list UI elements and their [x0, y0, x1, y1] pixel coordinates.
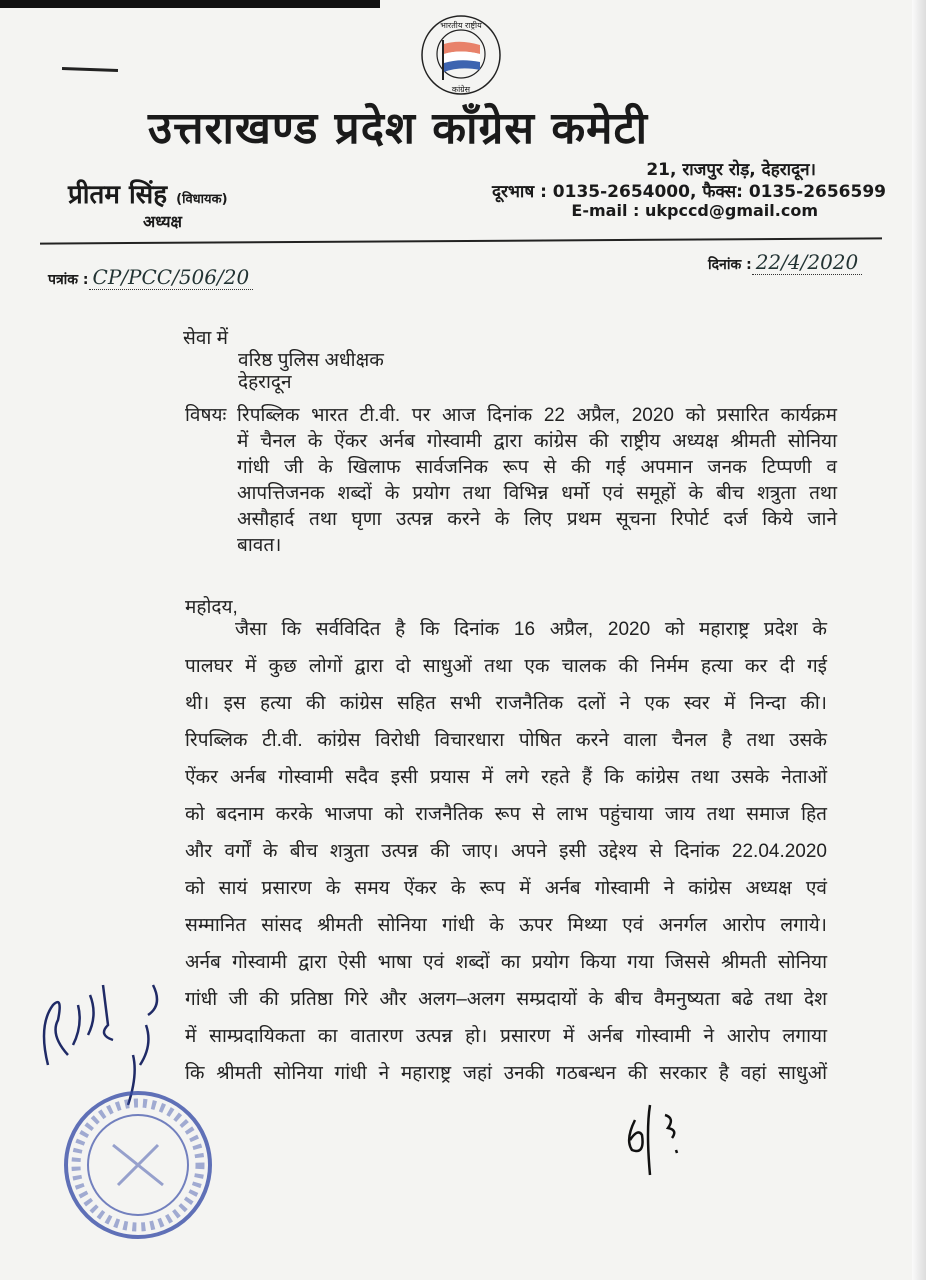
congress-logo: [400, 14, 522, 96]
subject-line: बावत।: [237, 535, 282, 556]
subject-line: गांधी जी के खिलाफ सार्वजनिक रूप से की गई अपमान जनक टिप्पणी व: [237, 457, 837, 478]
police-office-stamp: [58, 1085, 218, 1245]
president-post: अध्यक्ष: [143, 212, 182, 231]
body-line: कि श्रीमती सोनिया गांधी ने महाराष्ट्र जहां उनकी गठबन्धन की सरकार है वहां साधुओं: [185, 1063, 827, 1084]
phone-fax: दूरभाष : 0135-2654000, फैक्स: 0135-2656599: [492, 182, 886, 202]
president-name-block: [68, 175, 228, 211]
salutation: महोदय,: [185, 597, 238, 618]
subject-block: [185, 403, 837, 559]
recipient-line: देहरादून: [238, 372, 292, 393]
organization-title: उत्तराखण्ड प्रदेश काँग्रेस कमेटी: [148, 103, 649, 154]
body-line: गांधी जी की प्रतिष्ठा गिरे और अलग–अलग सम्प्रदायों के बीच वैमनुष्यता बढे तथा देश: [185, 989, 827, 1010]
body-line: को सायं प्रसारण के समय ऐंकर के रूप में अर्नब गोस्वामी ने कांग्रेस अध्यक्ष एवं: [185, 878, 827, 899]
letter-body: [185, 611, 827, 1092]
date-value: 22/4/2020: [752, 250, 863, 275]
reference-number: [48, 265, 253, 289]
subject-label: विषयः: [185, 405, 227, 426]
body-line: को बदनाम करके भाजपा को राजनैतिक रूप से लाभ पहुंचाया जाय तथा समाज हित: [185, 804, 827, 825]
subject-line: में चैनल के ऐंकर अर्नब गोस्वामी द्वारा कांग्रेस की राष्ट्रीय अध्यक्ष श्रीमती सोनिया: [237, 431, 837, 452]
photo-edge: [0, 0, 380, 8]
recipient-block: [183, 328, 384, 394]
logo-text-top: भारतीय राष्ट्रीय: [440, 21, 482, 30]
body-line: अर्नब गोस्वामी द्वारा ऐसी भाषा एवं शब्दों का प्रयोग किया गया जिससे श्रीमती सोनिया: [185, 952, 827, 973]
body-line: सम्मानित सांसद श्रीमती सोनिया गांधी के ऊपर मिथ्या एवं अनर्गल आरोप लगाये।: [185, 915, 827, 936]
subject-line: असौहार्द तथा घृणा उत्पन्न करने के लिए प्रथम सूचना रिपोर्ट दर्ज किये जाने: [237, 509, 837, 530]
header-divider: [40, 237, 882, 244]
recipient-line: वरिष्ठ पुलिस अधीक्षक: [238, 350, 384, 371]
paper-edge: [912, 0, 926, 1280]
pen-mark: [62, 67, 118, 72]
subject-line: रिपब्लिक भारत टी.वी. पर आज दिनांक 22 अप्रैल, 2020 को प्रसारित कार्यक्रम: [237, 405, 837, 426]
subject-line: आपत्तिजनक शब्दों के प्रयोग तथा विभिन्न धर्मो एवं समूहों के बीच शत्रुता तथा: [237, 483, 837, 504]
president-note: (विधायक): [176, 192, 228, 207]
reference-label: पत्रांक :: [48, 272, 89, 288]
date-label: दिनांक :: [708, 257, 752, 273]
address: 21, राजपुर रोड़, देहरादून।: [646, 160, 816, 180]
body-line: जैसा कि सर्वविदित है कि दिनांक 16 अप्रैल, 2020 को महाराष्ट्र प्रदेश के: [235, 619, 827, 640]
body-line: थी। इस हत्या की कांग्रेस सहित सभी राजनैतिक दलों ने एक स्वर में निन्दा की।: [185, 693, 827, 714]
body-line: ऐंकर अर्नब गोस्वामी सदैव इसी प्रयास में लगे रहते हैं कि कांग्रेस तथा उसके नेताओं: [185, 767, 827, 788]
logo-text-bottom: कांग्रेस: [451, 85, 471, 94]
body-line: में साम्प्रदायिकता का वातारण उत्पन्न हो। प्रसारण में अर्नब गोस्वामी ने आरोप लगाया: [185, 1026, 827, 1047]
body-line: पालघर में कुछ लोगों द्वारा दो साधुओं तथा एक चालक की निर्मम हत्या कर दी गई: [185, 656, 827, 677]
letter-date: [708, 250, 862, 274]
president-name: प्रीतम सिंह: [68, 180, 168, 210]
reference-value: CP/PCC/506/20: [89, 265, 254, 290]
body-line: और वर्गों के बीच शत्रुता उत्पन्न की जाए। अपने इसी उद्देश्य से दिनांक 22.04.2020: [185, 841, 827, 862]
signature: [620, 1100, 700, 1180]
email: E-mail : ukpccd@gmail.com: [571, 201, 818, 220]
recipient-line: सेवा में: [183, 328, 228, 349]
body-line: रिपब्लिक टी.वी. कांग्रेस विरोधी विचारधारा पोषित करने वाला चैनल है तथा उसके: [185, 730, 827, 751]
